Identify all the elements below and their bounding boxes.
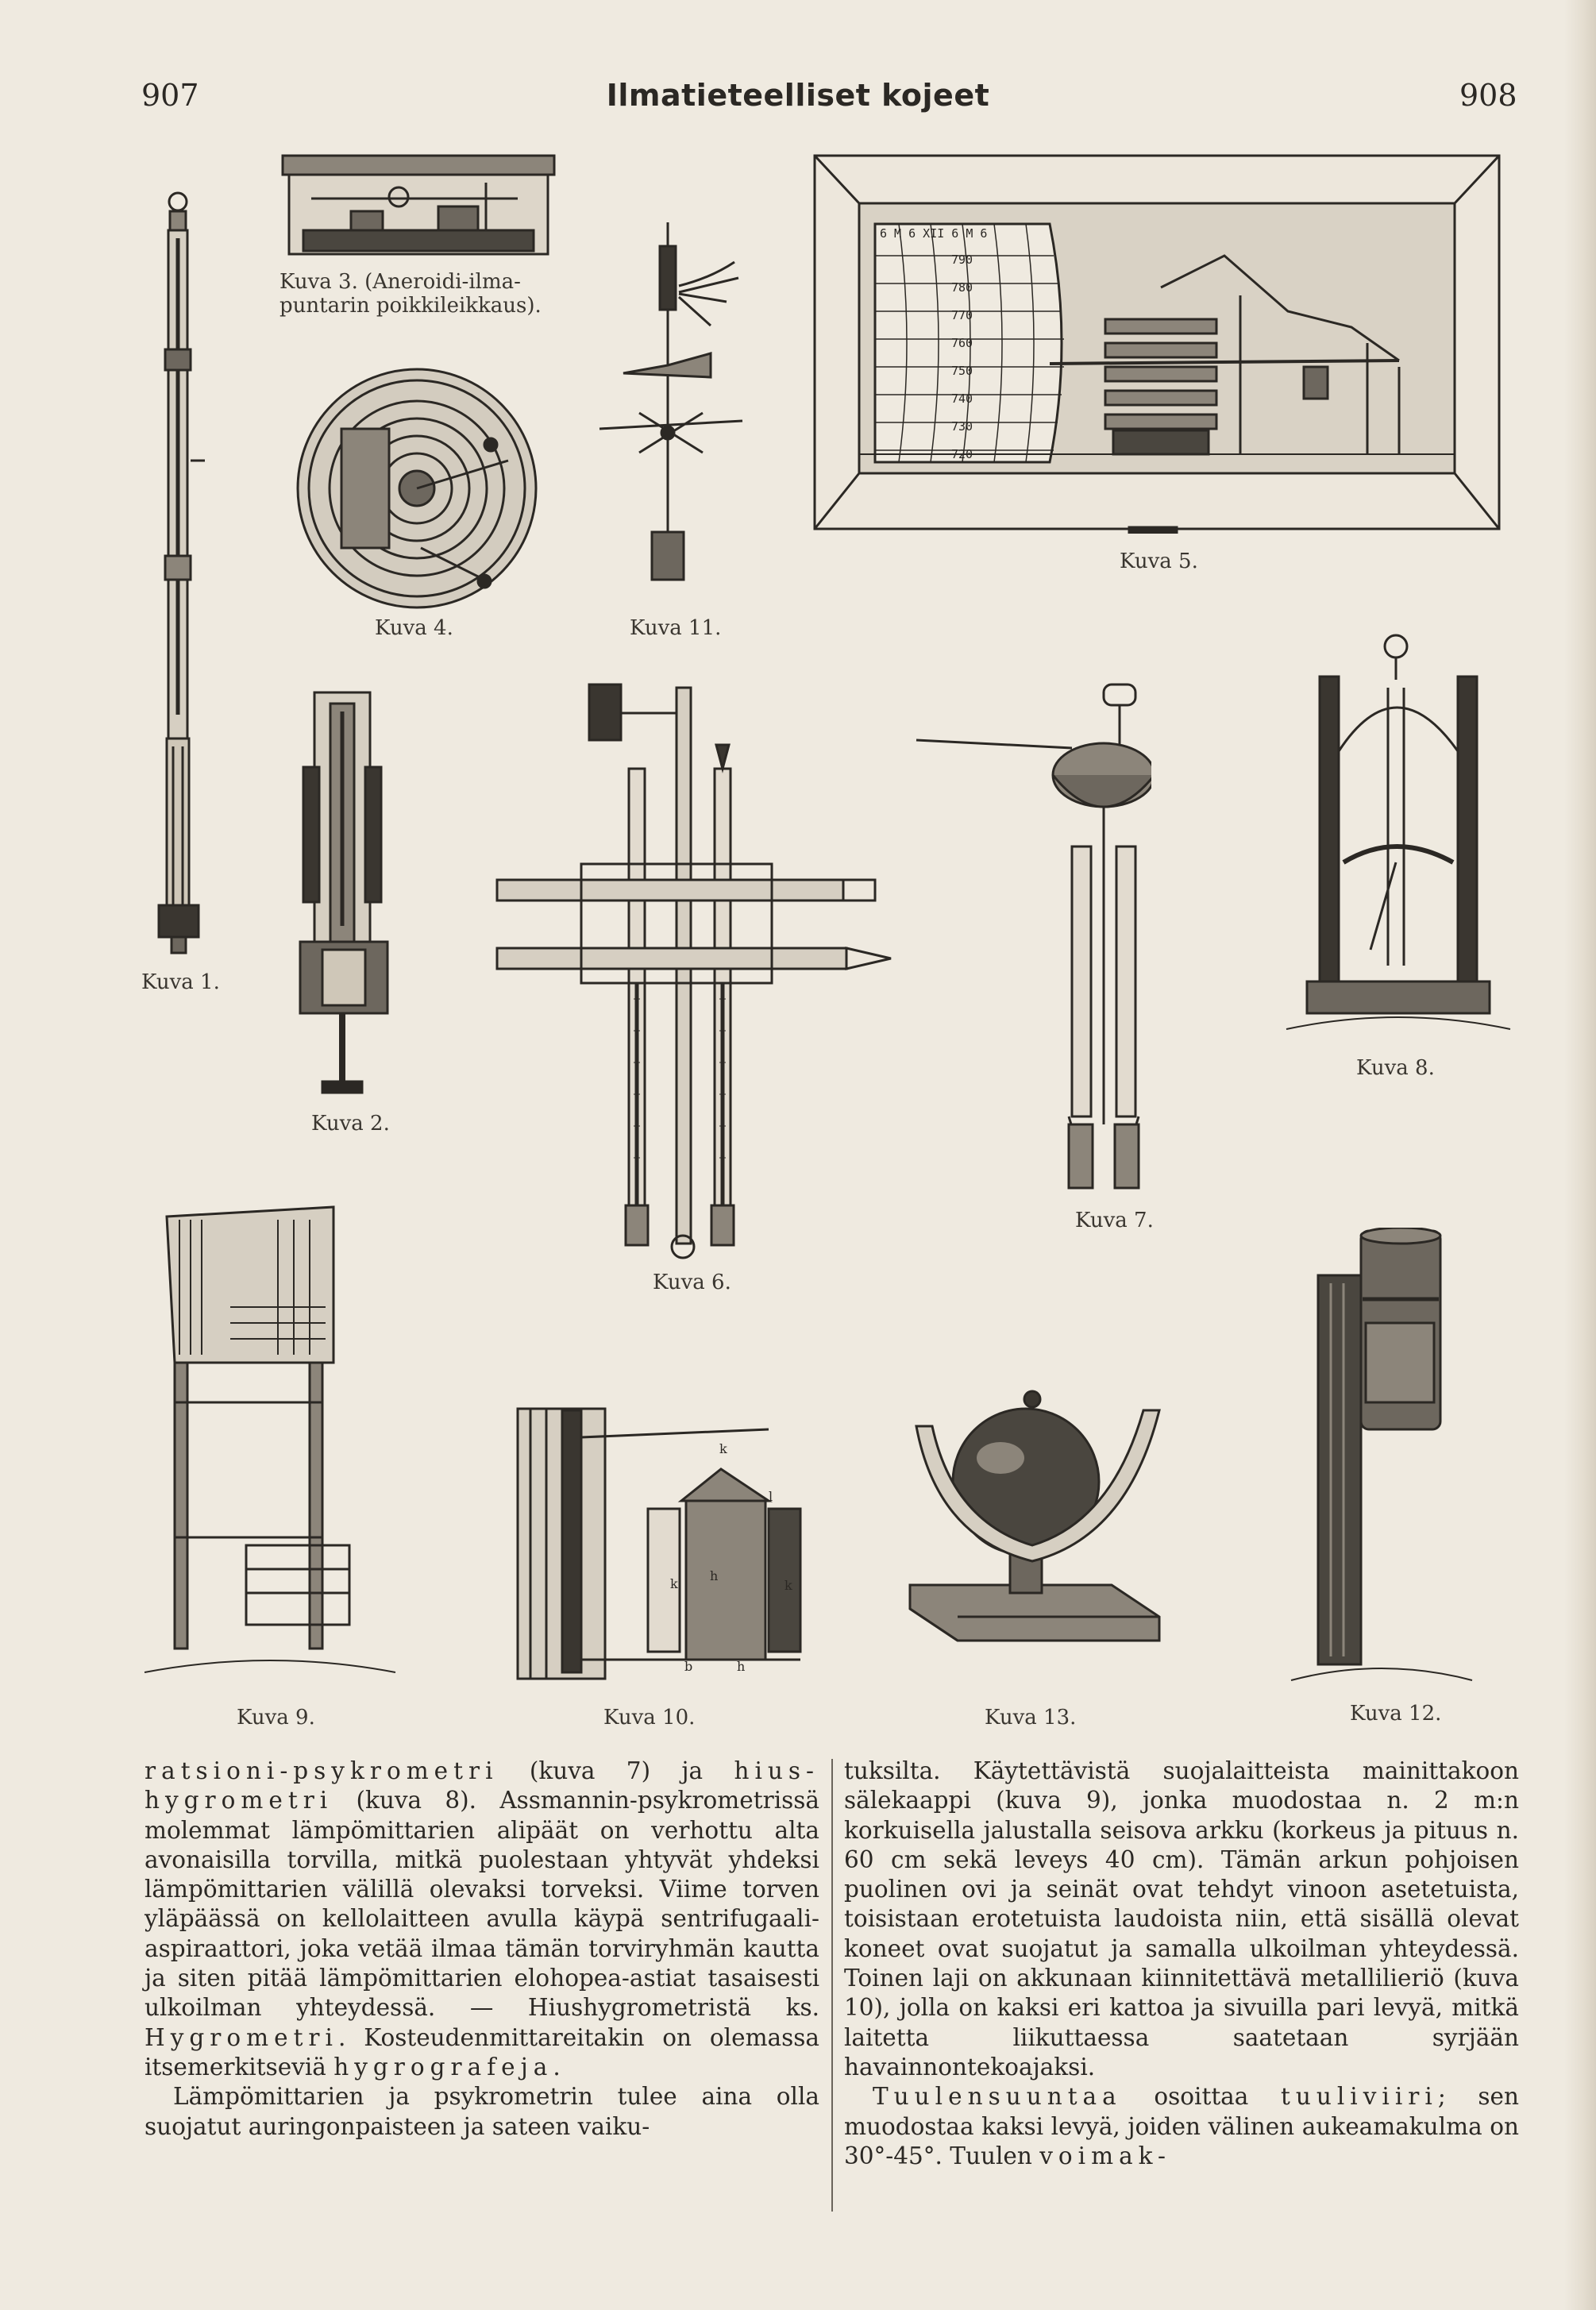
text-column-left bbox=[145, 1757, 819, 2142]
figure-8-hair-hygrometer bbox=[1283, 632, 1513, 1045]
fig5-scale-720: 720 bbox=[951, 447, 973, 461]
figure-9-thermometer-screen bbox=[143, 1196, 397, 1688]
figure-12-rain-gauge bbox=[1286, 1228, 1477, 1696]
fig10-label-h2: h bbox=[737, 1659, 746, 1674]
figure-7-aspiration-psychrometer bbox=[913, 680, 1151, 1196]
fig10-label-h1: h bbox=[710, 1568, 719, 1583]
caption-kuva-9: Kuva 9. bbox=[237, 1706, 315, 1730]
paragraph-left-2: Lämpömittarien ja psykrometrin tulee aina olla suojatut auringonpaisteen ja sateen vaiku- bbox=[145, 2083, 819, 2140]
term-voimak: voimak- bbox=[1039, 2142, 1171, 2169]
figure-3-aneroid-section bbox=[279, 151, 557, 262]
caption-kuva-5: Kuva 5. bbox=[1120, 550, 1198, 573]
figure-2-thermometer bbox=[299, 688, 394, 1101]
fig5-scale-730: 730 bbox=[951, 419, 973, 434]
caption-kuva-4: Kuva 4. bbox=[375, 616, 453, 640]
caption-kuva-13: Kuva 13. bbox=[985, 1706, 1077, 1730]
page-number-left: 907 bbox=[141, 78, 199, 113]
column-divider bbox=[831, 1759, 833, 2212]
text-fragment: (kuva 8). Assmannin-psykrometrissä molemmat lämpömittarien alipäät on verhottu alta avonaisilla torvilla, mitkä puolestaan yhtyvät yhdeksi lämpömittarien välillä olevaksi torveksi. Viime torven yläpäässä on kellolaitteen avulla käypä sentrifugaali-aspiraattori, joka vetää ilmaa tämän torviryhmän kautta ja siten pitää lämpömittarien elohopea-astiat tasaisesti ulkoilman yhteydessä. — Hiushygrometristä ks. bbox=[145, 1787, 819, 2022]
figure-5-barograph bbox=[811, 152, 1502, 534]
fig10-label-k1: k bbox=[719, 1441, 727, 1456]
text-fragment: osoittaa bbox=[1121, 2083, 1282, 2111]
text-column-right bbox=[844, 1757, 1519, 2171]
term-hair-hygrometer: hius-hygrometri bbox=[145, 1757, 819, 1814]
fig5-scale-790: 790 bbox=[951, 253, 973, 267]
text-fragment: . bbox=[553, 2053, 561, 2081]
caption-kuva-10: Kuva 10. bbox=[603, 1706, 696, 1730]
page-edge bbox=[1564, 0, 1596, 2310]
figure-10-window-cylinder bbox=[515, 1406, 808, 1683]
term-tuulensuuntaa: Tuulensuuntaa bbox=[873, 2083, 1122, 2111]
figure-11-wind-vane bbox=[592, 214, 750, 596]
caption-kuva-11: Kuva 11. bbox=[630, 616, 722, 640]
fig5-scale-770: 770 bbox=[951, 308, 973, 322]
caption-kuva-8: Kuva 8. bbox=[1356, 1056, 1435, 1080]
caption-kuva-12: Kuva 12. bbox=[1350, 1702, 1442, 1726]
term-tuuliviiri: tuuliviiri bbox=[1281, 2083, 1438, 2111]
caption-kuva-2: Kuva 2. bbox=[311, 1112, 390, 1136]
fig10-label-l: l bbox=[769, 1489, 773, 1504]
caption-kuva-3: Kuva 3. (Aneroidi-ilma-puntarin poikkileikkaus). bbox=[279, 270, 542, 318]
text-fragment: . Kosteudenmittareitakin on olemassa itsemerkitseviä bbox=[145, 2023, 819, 2081]
caption-kuva-7: Kuva 7. bbox=[1075, 1209, 1154, 1232]
fig5-scale-780: 780 bbox=[951, 280, 973, 295]
fig10-label-b: b bbox=[684, 1659, 693, 1674]
caption-kuva-1: Kuva 1. bbox=[141, 970, 220, 994]
paragraph-right-1: tuksilta. Käytettävistä suojalaitteista mainittakoon sälekaappi (kuva 9), jonka muodostaa n. 2 m:n korkuisella jalustalla seisova arkku (korkeus ja pituus n. 60 cm sekä leveys 40 cm). Tämän arkun pohjoisen puolinen ovi ja seinät ovat tehdyt vinoon asetetuista, toisistaan erotetuista laudoista niin, että sisällä olevat koneet ovat suojatut ja samalla ulkoilman yhteydessä. Toinen laji on akkunaan kiinnitettävä metallilieriö (kuva 10), jolla on kaksi eri kattoa ja sivuilla pari levyä, mitkä laitetta liikuttaessa saatetaan syrjään havainnontekoajaksi. bbox=[844, 1757, 1519, 2081]
term-hygrografeja: hygrografeja bbox=[333, 2053, 553, 2081]
text-fragment: (kuva 7) ja bbox=[498, 1757, 734, 1784]
fig10-label-k3: k bbox=[785, 1578, 792, 1593]
fig5-scale-760: 760 bbox=[951, 336, 973, 350]
term-hygrometri: Hygrometri bbox=[145, 2023, 338, 2051]
figure-1-barometer bbox=[156, 191, 211, 961]
figure-13-sunshine-recorder bbox=[905, 1379, 1167, 1680]
figure-4-aneroid bbox=[294, 365, 540, 611]
page-number-right: 908 bbox=[1459, 78, 1517, 113]
term-aspiration-psychrometer: ratsioni-psykrometri bbox=[145, 1757, 499, 1784]
figure-6-psychrometer bbox=[494, 681, 894, 1261]
fig5-scale-750: 750 bbox=[951, 364, 973, 378]
paragraph-right-2 bbox=[844, 2082, 1519, 2171]
fig5-time-marks: 6 M 6 XII 6 M 6 bbox=[880, 226, 988, 241]
paragraph-left-1 bbox=[145, 1757, 819, 2082]
fig10-label-k2: k bbox=[670, 1576, 678, 1591]
text-fragment: ; sen muodostaa kaksi levyä, joiden välinen aukeamakulma on 30°-45°. Tuulen bbox=[844, 2083, 1519, 2169]
fig5-scale-740: 740 bbox=[951, 391, 973, 406]
caption-kuva-6: Kuva 6. bbox=[653, 1271, 731, 1294]
running-title: Ilmatieteelliset kojeet bbox=[606, 78, 990, 113]
